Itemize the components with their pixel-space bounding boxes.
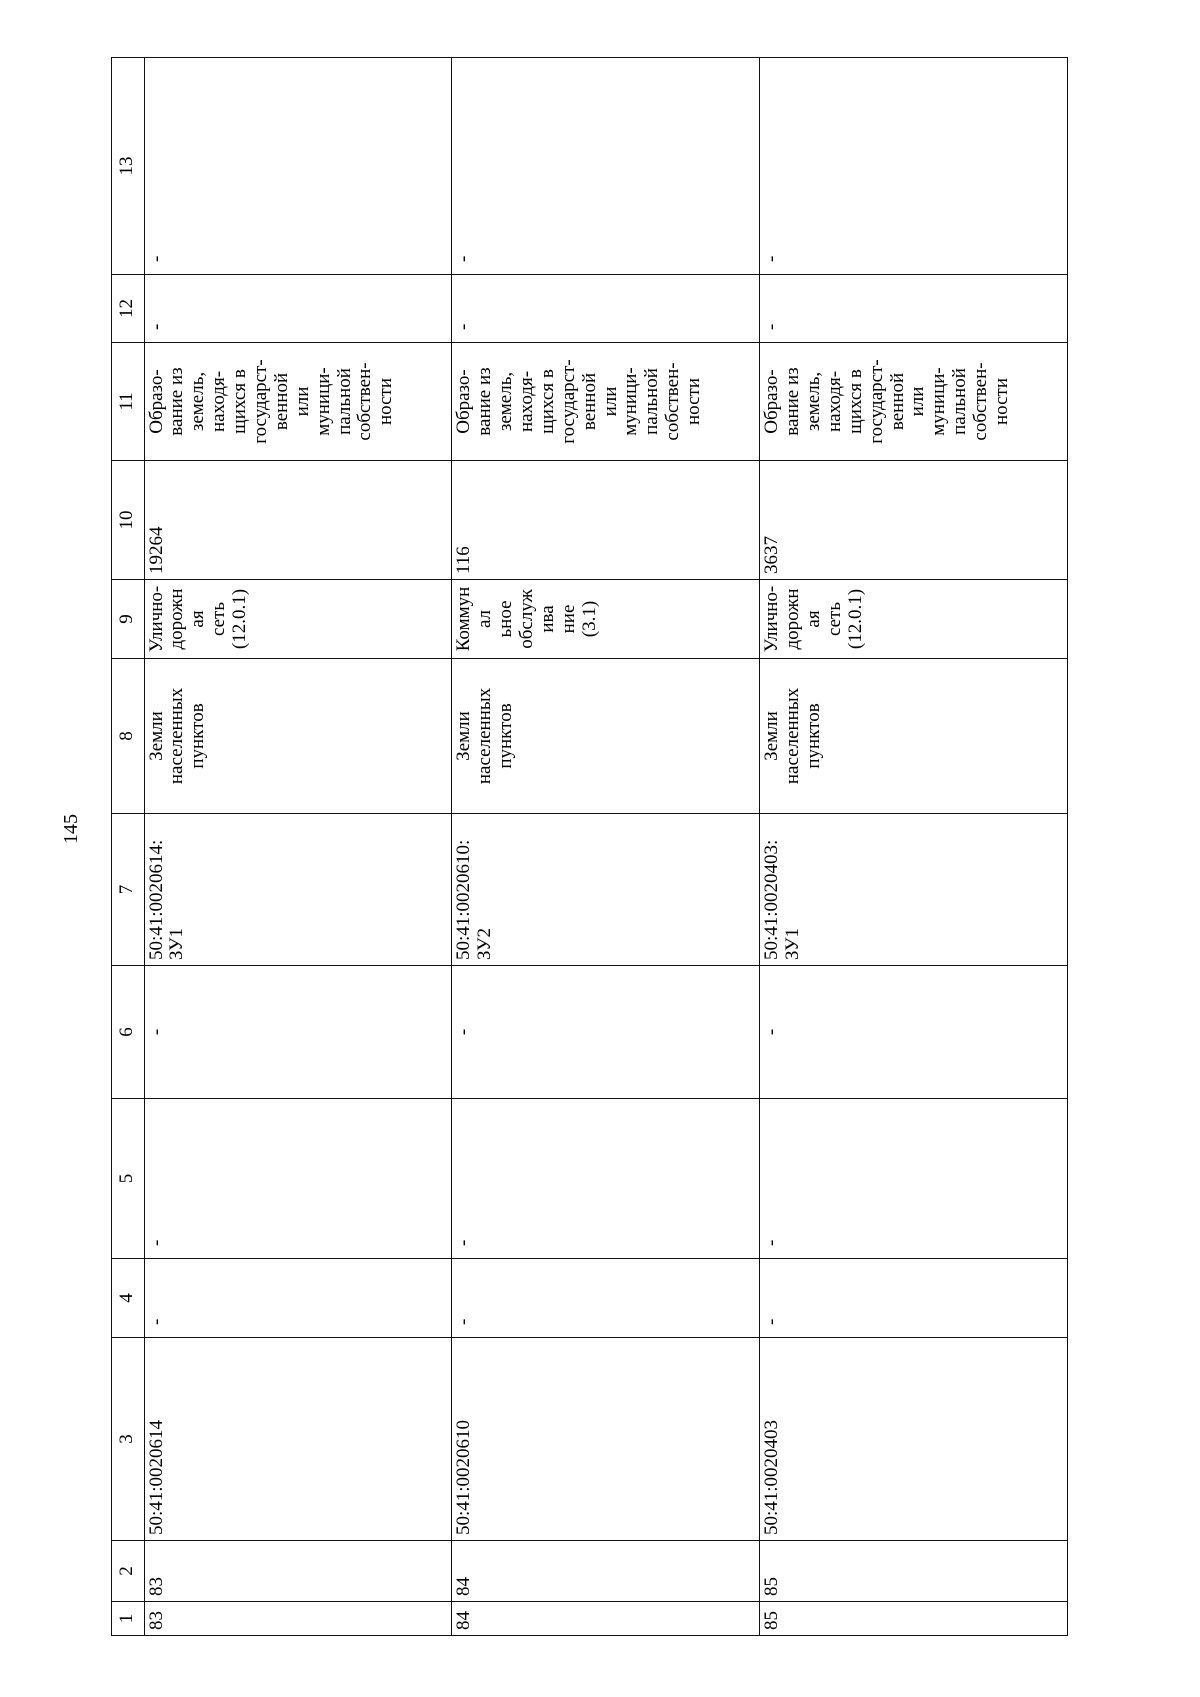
table-row (760, 58, 1068, 1636)
land-category-cell: Земли населенных пунктов (144, 659, 452, 814)
cell-12: - (144, 275, 452, 343)
cadastral-quarter-cell: 50:41:0020614 (144, 1338, 452, 1541)
rotated-page (111, 58, 1068, 1636)
number-cell: 84 (452, 1541, 760, 1602)
formation-method-cell: Образо- вание из земель, находя- щихся в государст- венной или муници- пальной собствен- ности (760, 343, 1068, 461)
cell-13: - (144, 58, 452, 275)
cell-12: - (452, 275, 760, 343)
header-cell: 6 (112, 966, 145, 1099)
cadastral-quarter-cell: 50:41:0020610 (452, 1338, 760, 1541)
row-number-cell: 84 (452, 1602, 760, 1636)
cell-6: - (144, 966, 452, 1099)
header-cell: 10 (112, 461, 145, 580)
header-cell: 3 (112, 1338, 145, 1541)
area-cell: 19264 (144, 461, 452, 580)
cell-5: - (760, 1099, 1068, 1259)
permitted-use-cell: Коммунал ьное обслужива ние (3.1) (452, 580, 760, 659)
header-cell: 2 (112, 1541, 145, 1602)
header-cell: 8 (112, 659, 145, 814)
land-category-cell: Земли населенных пунктов (452, 659, 760, 814)
cell-6: - (760, 966, 1068, 1099)
row-number-cell: 83 (144, 1602, 452, 1636)
cell-4: - (452, 1259, 760, 1338)
cell-4: - (760, 1259, 1068, 1338)
cell-13: - (760, 58, 1068, 275)
cell-12: - (760, 275, 1068, 343)
number-cell: 83 (144, 1541, 452, 1602)
area-cell: 3637 (760, 461, 1068, 580)
cell-13: - (452, 58, 760, 275)
header-cell: 9 (112, 580, 145, 659)
table-row (144, 58, 452, 1636)
number-cell: 85 (760, 1541, 1068, 1602)
header-cell: 4 (112, 1259, 145, 1338)
area-cell: 116 (452, 461, 760, 580)
formation-method-cell: Образо- вание из земель, находя- щихся в государст- венной или муници- пальной собствен- ности (144, 343, 452, 461)
cadastral-quarter-cell: 50:41:0020403 (760, 1338, 1068, 1541)
cell-5: - (452, 1099, 760, 1259)
cell-4: - (144, 1259, 452, 1338)
land-plots-table (111, 57, 1068, 1636)
permitted-use-cell: Улично- дорожная сеть (12.0.1) (760, 580, 1068, 659)
header-cell: 7 (112, 814, 145, 966)
header-cell: 5 (112, 1099, 145, 1259)
land-category-cell: Земли населенных пунктов (760, 659, 1068, 814)
table-row (452, 58, 760, 1636)
plot-designation-cell: 50:41:0020614: ЗУ1 (144, 814, 452, 966)
header-cell: 1 (112, 1602, 145, 1636)
header-row (112, 58, 145, 1636)
plot-designation-cell: 50:41:0020403: ЗУ1 (760, 814, 1068, 966)
page-number: 145 (60, 814, 82, 844)
permitted-use-cell: Улично- дорожная сеть (12.0.1) (144, 580, 452, 659)
plot-designation-cell: 50:41:0020610: ЗУ2 (452, 814, 760, 966)
cell-6: - (452, 966, 760, 1099)
formation-method-cell: Образо- вание из земель, находя- щихся в государст- венной или муници- пальной собствен- ности (452, 343, 760, 461)
header-cell: 12 (112, 275, 145, 343)
cell-5: - (144, 1099, 452, 1259)
row-number-cell: 85 (760, 1602, 1068, 1636)
header-cell: 13 (112, 58, 145, 275)
header-cell: 11 (112, 343, 145, 461)
